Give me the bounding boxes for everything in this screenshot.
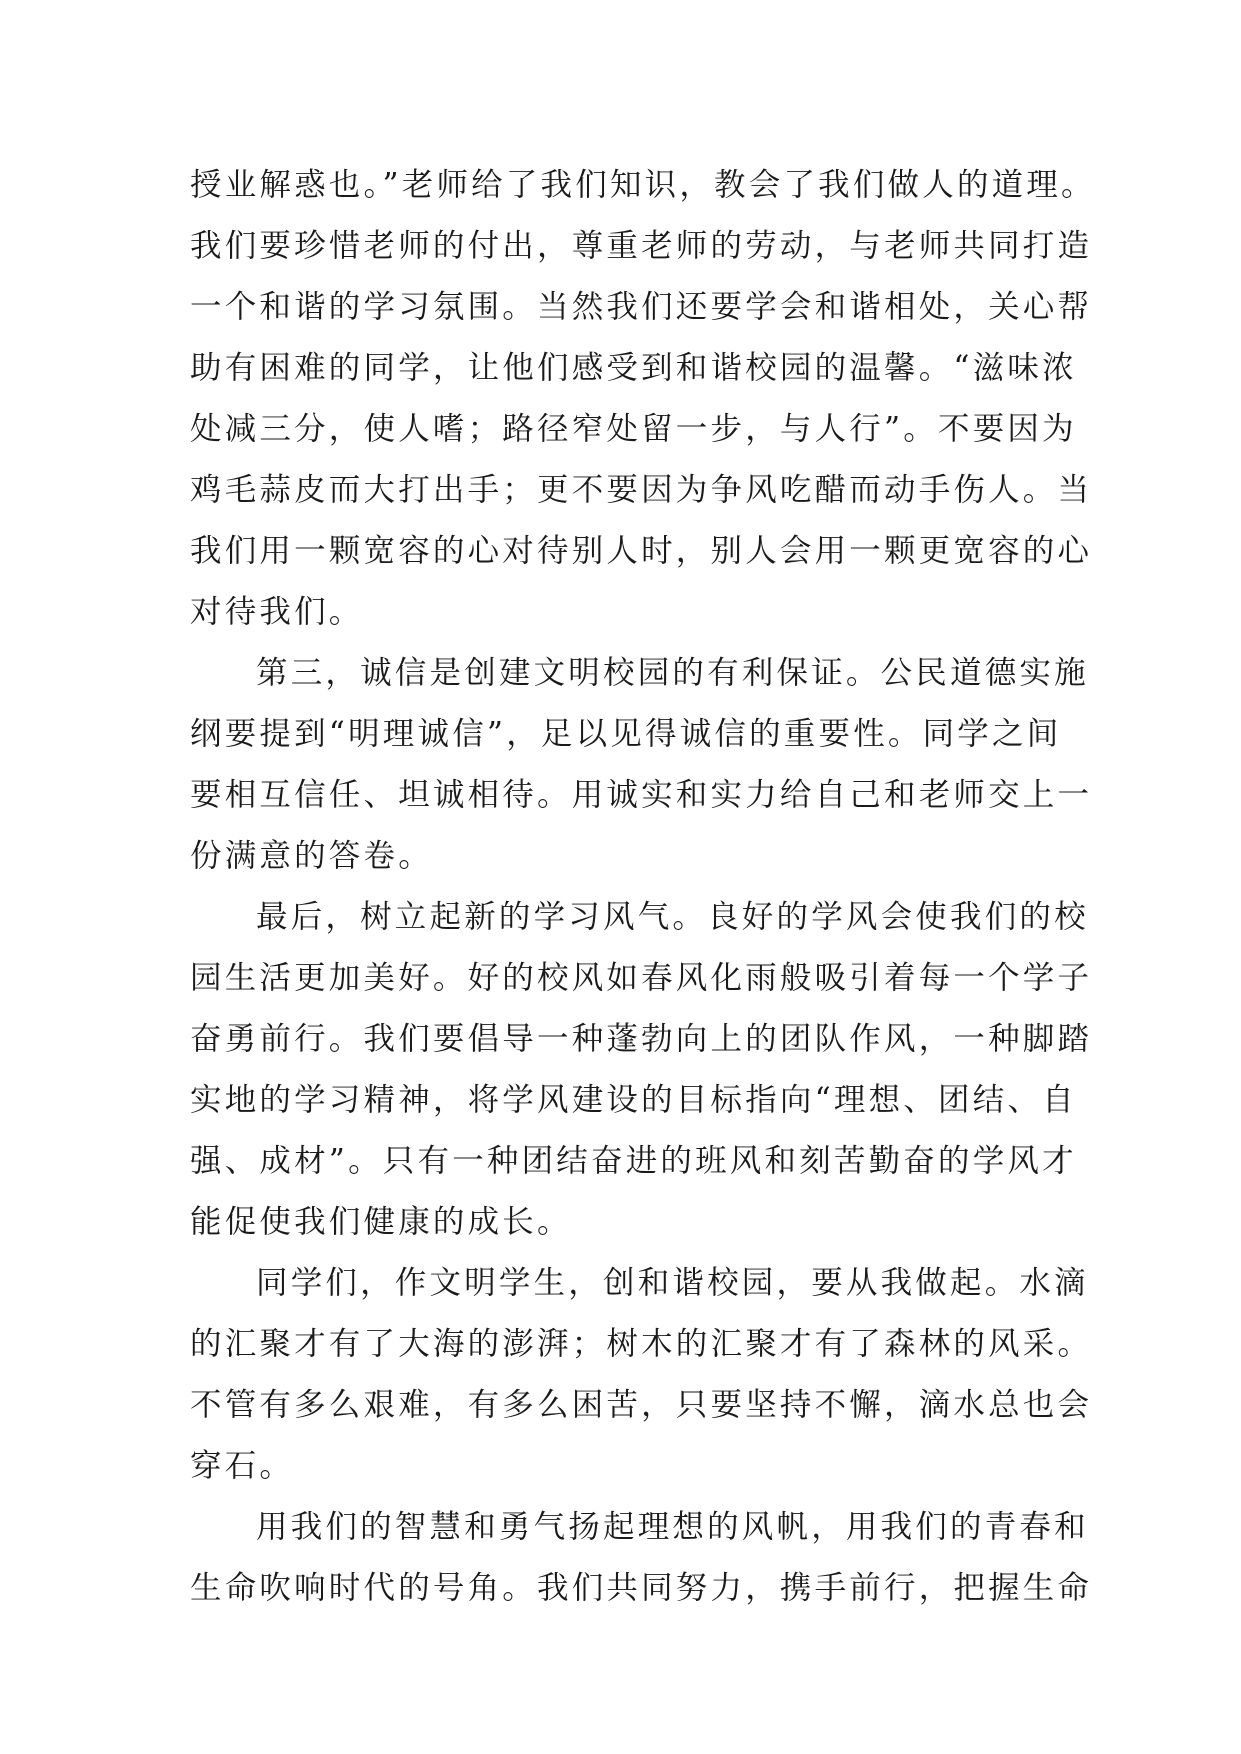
text-line: 第三，诚信是创建文明校园的有利保证。公民道德实施 xyxy=(256,655,1089,691)
text-line: 助有困难的同学，让他们感受到和谐校园的温馨。“滋味浓 xyxy=(190,350,1077,386)
text-line: 对待我们。 xyxy=(190,594,364,630)
text-line: 我们用一颗宽容的心对待别人时，别人会用一颗更宽容的心 xyxy=(190,533,1093,569)
text-line: 要相互信任、坦诚相待。用诚实和实力给自己和老师交上一 xyxy=(190,777,1093,813)
text-line: 奋勇前行。我们要倡导一种蓬勃向上的团队作风，一种脚踏 xyxy=(190,1021,1093,1057)
text-line: 处减三分，使人嗜；路径窄处留一步，与人行”。不要因为 xyxy=(190,411,1077,447)
body-text xyxy=(190,155,1096,1619)
text-line: 用我们的智慧和勇气扬起理想的风帆，用我们的青春和 xyxy=(256,1509,1089,1545)
text-line: 强、成材”。只有一种团结奋进的班风和刻苦勤奋的学风才 xyxy=(190,1143,1077,1179)
text-line: 生命吹响时代的号角。我们共同努力，携手前行，把握生命 xyxy=(190,1570,1093,1606)
text-line: 鸡毛蒜皮而大打出手；更不要因为争风吃醋而动手伤人。当 xyxy=(190,472,1093,508)
text-line: 穿石。 xyxy=(190,1448,295,1484)
text-line: 授业解惑也。”老师给了我们知识，教会了我们做人的道理。 xyxy=(190,167,1096,203)
text-line: 同学们，作文明学生，创和谐校园，要从我做起。水滴 xyxy=(256,1265,1089,1301)
text-line: 一个和谐的学习氛围。当然我们还要学会和谐相处，关心帮 xyxy=(190,289,1093,325)
text-line: 实地的学习精神，将学风建设的目标指向“理想、团结、自 xyxy=(190,1082,1077,1118)
text-line: 我们要珍惜老师的付出，尊重老师的劳动，与老师共同打造 xyxy=(190,228,1093,264)
text-line: 园生活更加美好。好的校风如春风化雨般吸引着每一个学子 xyxy=(190,960,1093,996)
text-line: 的汇聚才有了大海的澎湃；树木的汇聚才有了森林的风采。 xyxy=(190,1326,1093,1362)
text-line: 最后，树立起新的学习风气。良好的学风会使我们的校 xyxy=(256,899,1089,935)
text-line: 纲要提到“明理诚信”，足以见得诚信的重要性。同学之间 xyxy=(190,716,1062,752)
text-line: 不管有多么艰难，有多么困苦，只要坚持不懈，滴水总也会 xyxy=(190,1387,1093,1423)
text-line: 能促使我们健康的成长。 xyxy=(190,1204,572,1240)
text-line: 份满意的答卷。 xyxy=(190,838,433,874)
